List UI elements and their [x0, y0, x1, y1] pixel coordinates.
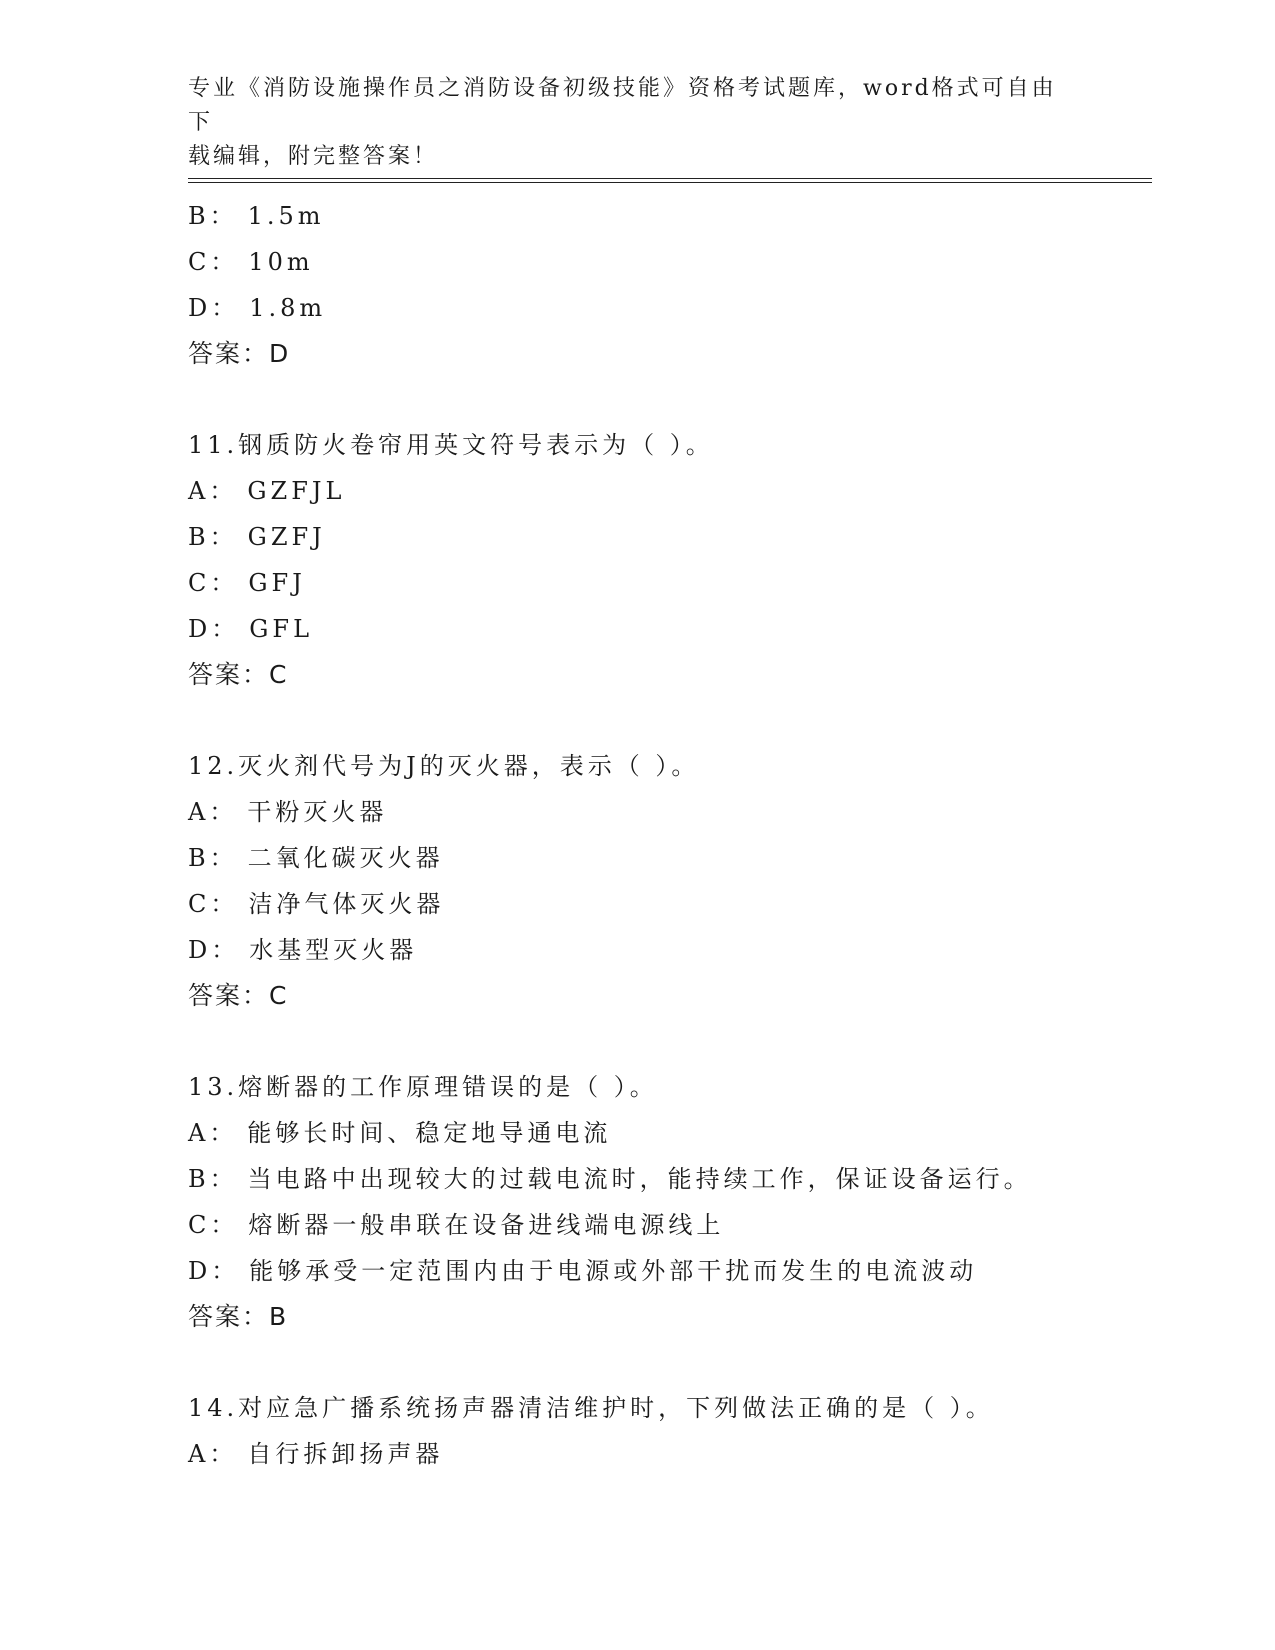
- header-divider: [188, 178, 1152, 183]
- option-b: B： 二氧化碳灭火器: [188, 844, 444, 872]
- option-c: C： GFJ: [188, 569, 306, 597]
- page-header: [188, 72, 1068, 174]
- question-12: [188, 743, 1188, 1019]
- header-line-1: 专业《消防设施操作员之消防设备初级技能》资格考试题库，word格式可自由下: [188, 76, 1057, 135]
- header-line-2: 载编辑，附完整答案！: [188, 144, 439, 169]
- answer-line: 答案：B: [188, 1302, 289, 1331]
- option-b: B： GZFJ: [188, 523, 326, 551]
- answer-line: 答案：D: [188, 339, 291, 368]
- option-b: B： 当电路中出现较大的过载电流时，能持续工作，保证设备运行。: [188, 1165, 1032, 1193]
- question-13: [188, 1064, 1188, 1340]
- answer-line: 答案：C: [188, 981, 289, 1010]
- question-stem: 13.熔断器的工作原理错误的是（ ）。: [188, 1073, 658, 1101]
- question-10-continued: [188, 193, 1188, 377]
- question-stem: 11.钢质防火卷帘用英文符号表示为（ ）。: [188, 431, 714, 459]
- answer-line: 答案：C: [188, 660, 289, 689]
- question-stem: 14.对应急广播系统扬声器清洁维护时，下列做法正确的是（ ）。: [188, 1394, 994, 1422]
- option-b: B： 1.5m: [188, 202, 325, 230]
- option-c: C： 熔断器一般串联在设备进线端电源线上: [188, 1211, 725, 1239]
- question-list: [188, 193, 1188, 1477]
- option-a: A： 自行拆卸扬声器: [188, 1440, 444, 1468]
- option-d: D： 水基型灭火器: [188, 936, 418, 964]
- question-11: [188, 422, 1188, 698]
- option-a: A： GZFJL: [188, 477, 346, 505]
- option-c: C： 洁净气体灭火器: [188, 890, 445, 918]
- option-d: D： 能够承受一定范围内由于电源或外部干扰而发生的电流波动: [188, 1257, 978, 1285]
- option-d: D： 1.8m: [188, 294, 327, 322]
- option-a: A： 干粉灭火器: [188, 798, 388, 826]
- question-14: [188, 1385, 1188, 1477]
- question-stem: 12.灭火剂代号为J的灭火器，表示（ ）。: [188, 752, 700, 780]
- option-a: A： 能够长时间、稳定地导通电流: [188, 1119, 612, 1147]
- option-d: D： GFL: [188, 615, 314, 643]
- option-c: C： 10m: [188, 248, 314, 276]
